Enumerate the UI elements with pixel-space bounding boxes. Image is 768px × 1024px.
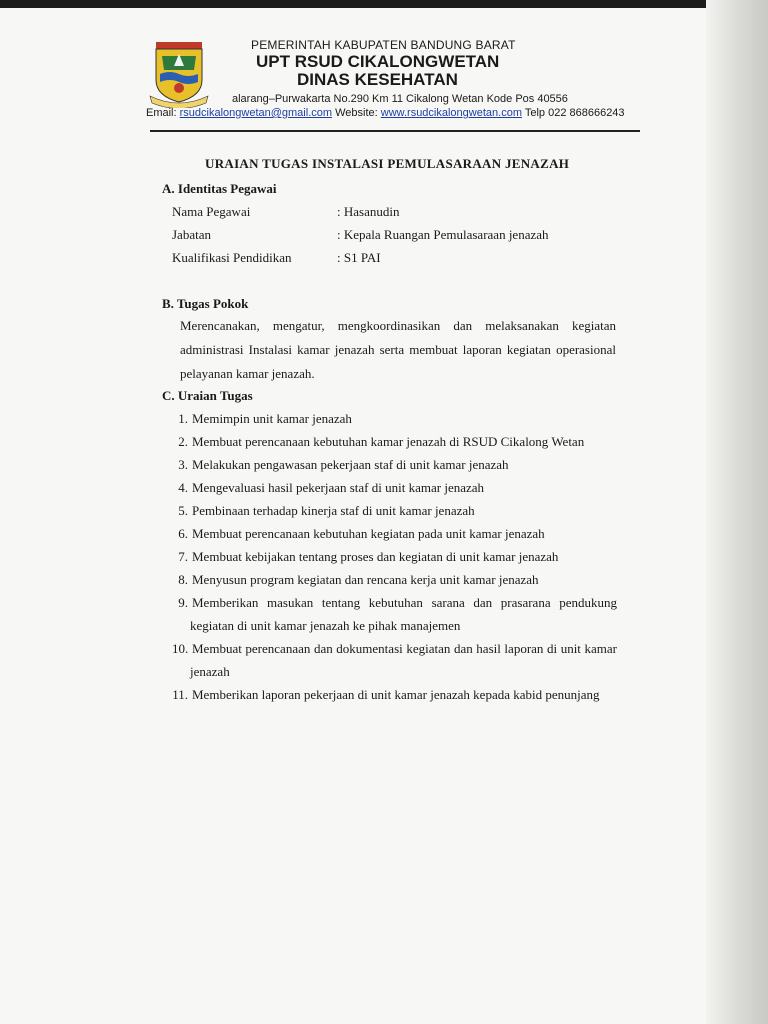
list-item: 10. Membuat perencanaan dan dokumentasi kegiatan dan hasil laporan di unit kamar	[172, 641, 617, 656]
list-item: 3. Melakukan pengawasan pekerjaan staf di unit kamar jenazah	[178, 457, 509, 472]
phone-number: Telp 022 868666243	[524, 107, 625, 119]
list-item: 2. Membuat perencanaan kebutuhan kamar jenazah di RSUD Cikalong Wetan	[178, 434, 585, 449]
department-name: DINAS KESEHATAN	[297, 70, 458, 89]
website-link[interactable]: www.rsudcikalongwetan.com	[380, 107, 522, 119]
document-title: URAIAN TUGAS INSTALASI PEMULASARAAN JENAZAH	[205, 156, 570, 171]
hospital-name: UPT RSUD CIKALONGWETAN	[256, 52, 500, 71]
government-name: PEMERINTAH KABUPATEN BANDUNG BARAT	[251, 38, 516, 52]
employee-name-value: : Hasanudin	[337, 204, 400, 219]
list-item: 9. Memberikan masukan tentang kebutuhan sarana dan prasarana pendukung	[178, 595, 617, 610]
position-label: Jabatan	[172, 227, 211, 242]
scan-right-edge	[706, 0, 768, 1024]
position-value: : Kepala Ruangan Pemulasaraan jenazah	[337, 227, 549, 242]
section-b-heading: B. Tugas Pokok	[162, 296, 249, 311]
list-item: 4. Mengevaluasi hasil pekerjaan staf di unit kamar jenazah	[178, 480, 485, 495]
list-item: 1. Memimpin unit kamar jenazah	[178, 411, 352, 426]
contact-line	[146, 107, 625, 119]
list-item-continuation: jenazah	[190, 664, 230, 679]
scan-top-edge	[0, 0, 768, 8]
list-item: 7. Membuat kebijakan tentang proses dan kegiatan di unit kamar jenazah	[178, 549, 559, 564]
header-divider	[150, 130, 640, 132]
website-label: Website:	[335, 107, 378, 119]
list-item: 6. Membuat perencanaan kebutuhan kegiatan pada unit kamar jenazah	[178, 526, 545, 541]
address: alarang–Purwakarta No.290 Km 11 Cikalong Wetan Kode Pos 40556	[232, 93, 568, 105]
section-a-heading: A. Identitas Pegawai	[162, 181, 277, 196]
list-item: 8. Menyusun program kegiatan dan rencana kerja unit kamar jenazah	[178, 572, 539, 587]
email-link[interactable]: rsudcikalongwetan@gmail.com	[179, 107, 333, 119]
regency-emblem-logo	[148, 40, 210, 108]
section-c-heading: C. Uraian Tugas	[162, 388, 253, 403]
main-duty-line: Merencanakan, mengatur, mengkoordinasikan dan melaksanakan kegiatan	[180, 318, 616, 333]
employee-name-label: Nama Pegawai	[172, 204, 251, 219]
list-item: 5. Pembinaan terhadap kinerja staf di unit kamar jenazah	[178, 503, 475, 518]
main-duty-line: pelayanan kamar jenazah.	[180, 366, 315, 381]
education-value: : S1 PAI	[337, 250, 381, 265]
list-item-continuation: kegiatan di unit kamar jenazah ke pihak manajemen	[190, 618, 461, 633]
list-item: 11. Memberikan laporan pekerjaan di unit kamar jenazah kepada kabid penunjang	[172, 687, 600, 702]
education-label: Kualifikasi Pendidikan	[172, 250, 292, 265]
main-duty-line: administrasi Instalasi kamar jenazah serta membuat laporan kegiatan operasional	[180, 342, 616, 357]
email-label: Email:	[146, 107, 177, 119]
main-duty-paragraph	[180, 314, 616, 386]
